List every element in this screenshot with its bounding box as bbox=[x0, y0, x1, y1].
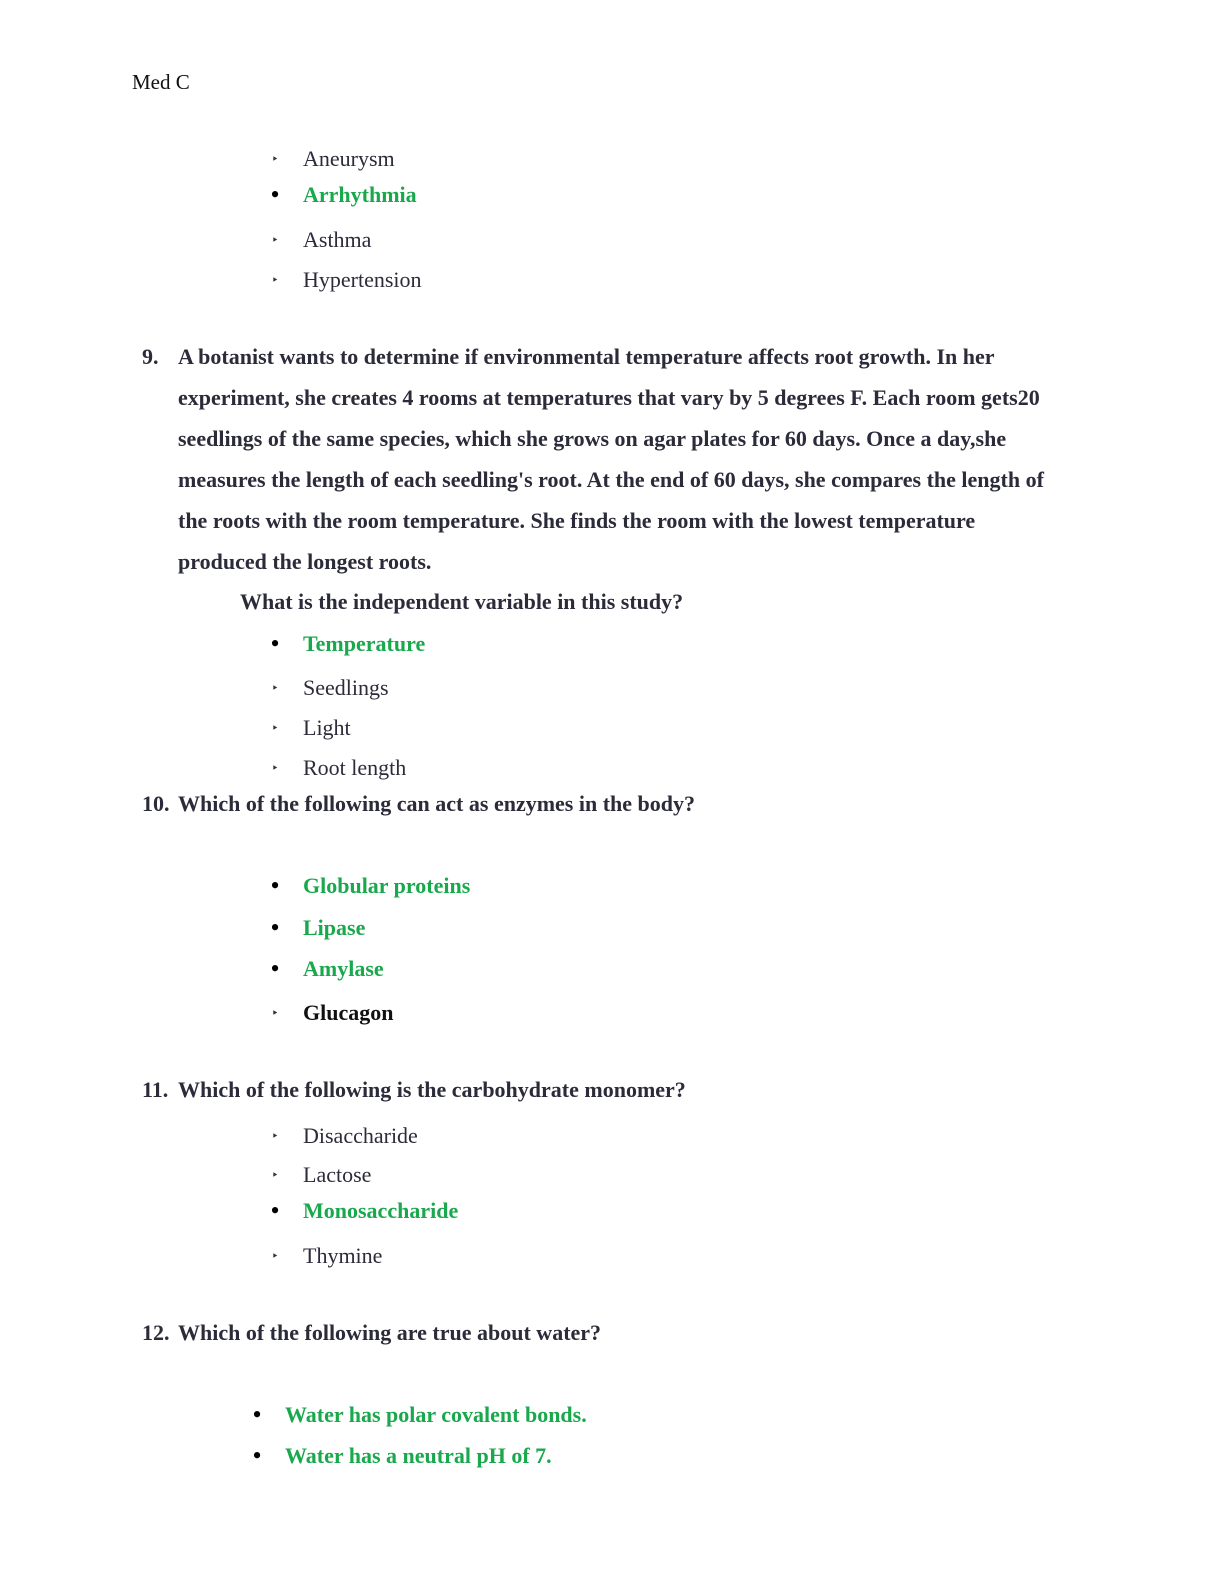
option-label: Water has a neutral pH of 7. bbox=[285, 1443, 552, 1468]
small-bullet-icon: ‣ bbox=[271, 1129, 279, 1143]
option-label: Water has polar covalent bonds. bbox=[285, 1402, 587, 1427]
option-label: Root length bbox=[303, 755, 407, 780]
question-number: 12. bbox=[142, 1320, 170, 1345]
small-bullet-icon: ‣ bbox=[271, 681, 279, 695]
bullet-icon: • bbox=[270, 913, 280, 942]
option-label: Amylase bbox=[303, 956, 384, 981]
option-label: Aneurysm bbox=[303, 146, 395, 171]
option-label: Temperature bbox=[303, 631, 426, 656]
question-text: Which of the following can act as enzymes in the body? bbox=[178, 791, 695, 816]
bullet-icon: • bbox=[270, 629, 280, 658]
small-bullet-icon: ‣ bbox=[271, 152, 279, 166]
bullet-icon: • bbox=[270, 180, 280, 209]
option-label: Thymine bbox=[303, 1243, 383, 1268]
option-label: Arrhythmia bbox=[303, 182, 417, 207]
small-bullet-icon: ‣ bbox=[271, 1006, 279, 1020]
small-bullet-icon: ‣ bbox=[271, 721, 279, 735]
option-label: Monosaccharide bbox=[303, 1198, 459, 1223]
sub-question: What is the independent variable in this study? bbox=[240, 589, 684, 614]
small-bullet-icon: ‣ bbox=[271, 1249, 279, 1263]
option-label: Globular proteins bbox=[303, 873, 471, 898]
bullet-icon: • bbox=[252, 1441, 262, 1470]
question-number: 10. bbox=[142, 791, 170, 816]
bullet-icon: • bbox=[270, 1196, 280, 1225]
bullet-icon: • bbox=[252, 1400, 262, 1429]
option-label: Seedlings bbox=[303, 675, 389, 700]
question-text: A botanist wants to determine if environmental temperature affects root growth. In her experiment, she creates 4 rooms at temperatures that vary by 5 degrees F. Each room gets20 seedlings of the same species, which she grows on agar plates for 60 days. Once a day,she measures the length of each seedling's root. At the end of 60 days, she compares the length of the roots with the room temperature. She finds the room with the lowest temperature produced the longest roots. bbox=[178, 344, 1044, 574]
question-text: Which of the following is the carbohydrate monomer? bbox=[178, 1077, 686, 1102]
question-number: 11. bbox=[142, 1077, 169, 1102]
option-label: Disaccharide bbox=[303, 1123, 418, 1148]
question-11 bbox=[142, 1069, 1062, 1110]
option-label: Light bbox=[303, 715, 351, 740]
page-header: Med C bbox=[132, 70, 190, 94]
question-text: Which of the following are true about water? bbox=[178, 1320, 602, 1345]
question-12 bbox=[142, 1312, 1062, 1353]
option-label: Asthma bbox=[303, 227, 372, 252]
small-bullet-icon: ‣ bbox=[271, 761, 279, 775]
option-label: Lipase bbox=[303, 915, 366, 940]
question-9 bbox=[142, 336, 1062, 582]
small-bullet-icon: ‣ bbox=[271, 233, 279, 247]
bullet-icon: • bbox=[270, 871, 280, 900]
option-label: Lactose bbox=[303, 1162, 372, 1187]
option-label: Glucagon bbox=[303, 1000, 394, 1025]
option-label: Hypertension bbox=[303, 267, 422, 292]
question-10 bbox=[142, 783, 1062, 824]
small-bullet-icon: ‣ bbox=[271, 273, 279, 287]
small-bullet-icon: ‣ bbox=[271, 1168, 279, 1182]
bullet-icon: • bbox=[270, 954, 280, 983]
question-number: 9. bbox=[142, 344, 159, 369]
